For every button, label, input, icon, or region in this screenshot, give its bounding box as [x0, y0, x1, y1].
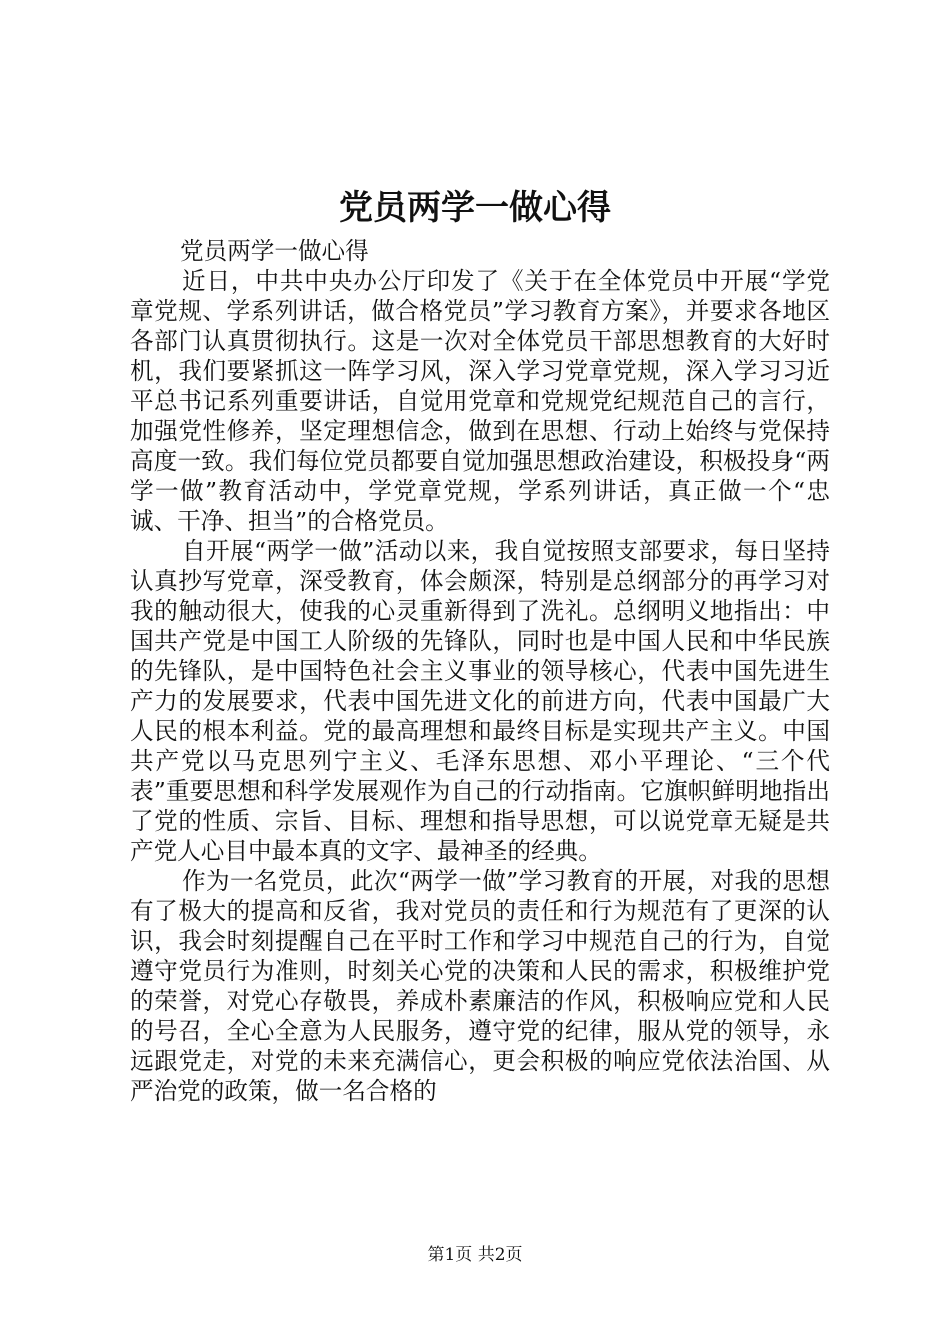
paragraph-2: 自开展“两学一做”活动以来，我自觉按照支部要求，每日坚持认真抄写党章，深受教育，体会颇深，特别是总纲部分的再学习对我的触动很大，使我的心灵重新得到了洗礼。总纲明义地指出：中国共产党是中国工人阶级的先锋队，同时也是中国人民和中华民族的先锋队，是中国特色社会主义事业的领导核心，代表中国先进生产力的发展要求，代表中国先进文化的前进方向，代表中国最广大人民的根本利益。党的最高理想和最终目标是实现共产主义。中国共产党以马克思列宁主义、毛泽东思想、邓小平理论、“三个代表”重要思想和科学发展观作为自己的行动指南。它旗帜鲜明地指出了党的性质、宗旨、目标、理想和指导思想，可以说党章无疑是共产党人心目中最本真的文字、最神圣的经典。: [130, 537, 830, 865]
paragraph-3: 作为一名党员，此次“两学一做”学习教育的开展，对我的思想有了极大的提高和反省，我对党员的责任和行为规范有了更深的认识，我会时刻提醒自己在平时工作和学习中规范自己的行为，自觉遵守党员行为准则，时刻关心党的决策和人民的需求，积极维护党的荣誉，对党心存敬畏，养成朴素廉洁的作风，积极响应党和人民的号召，全心全意为人民服务，遵守党的纪律，服从党的领导，永远跟党走，对党的未来充满信心，更会积极的响应党依法治国、从严治党的政策，做一名合格的: [130, 867, 830, 1105]
document-body: [130, 236, 830, 1106]
document-subtitle: 党员两学一做心得: [180, 237, 369, 265]
page-footer: 第1页 共2页: [427, 1245, 523, 1265]
document-title: 党员两学一做心得: [339, 188, 611, 228]
paragraph-1: 近日，中共中央办公厅印发了《关于在全体党员中开展“学党章党规、学系列讲话，做合格党员”学习教育方案》，并要求各地区各部门认真贯彻执行。这是一次对全体党员干部思想教育的大好时机，我们要紧抓这一阵学习风，深入学习党章党规，深入学习习近平总书记系列重要讲话，自觉用党章和党规党纪规范自己的言行，加强党性修养，坚定理想信念，做到在思想、行动上始终与党保持高度一致。我们每位党员都要自觉加强思想政治建设，积极投身“两学一做”教育活动中，学党章党规，学系列讲话，真正做一个“忠诚、干净、担当”的合格党员。: [130, 267, 830, 535]
